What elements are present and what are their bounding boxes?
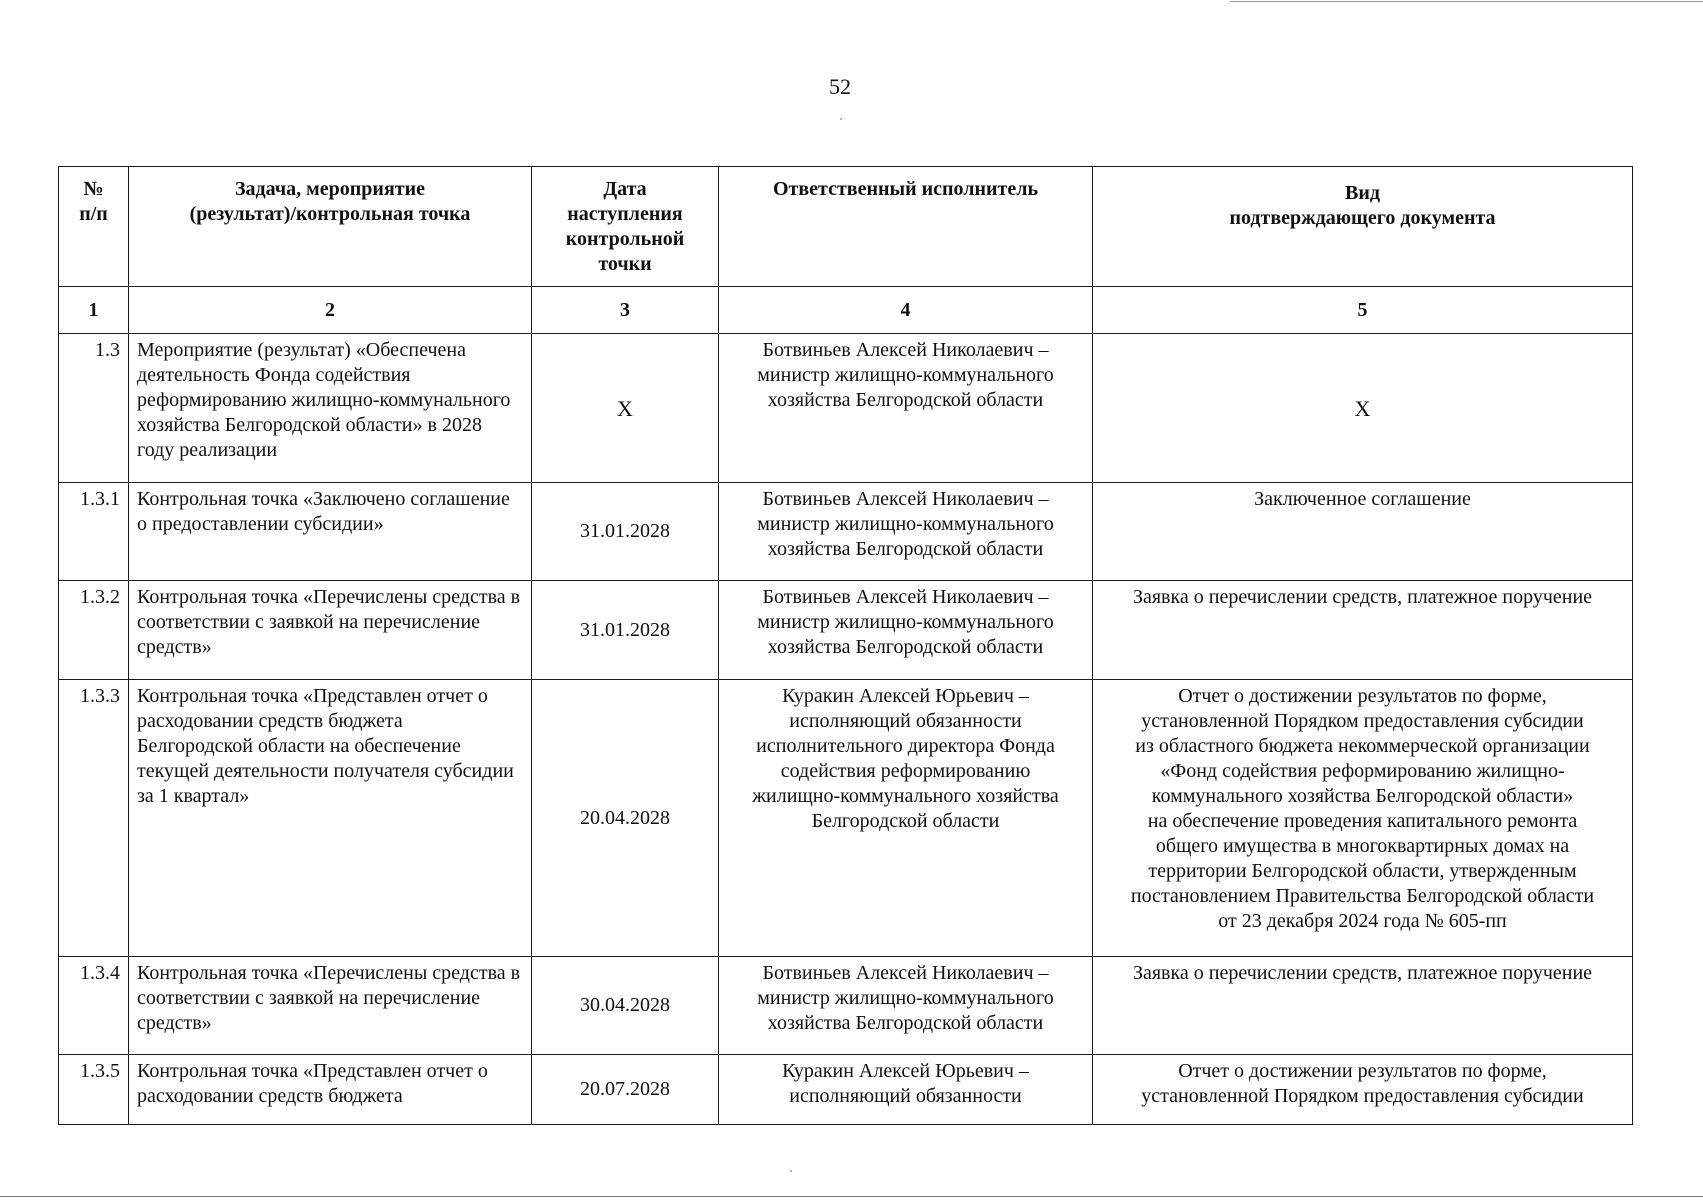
column-number: 2	[129, 287, 532, 334]
row-number: 1.3.1	[59, 483, 129, 581]
row-task: Мероприятие (результат) «Обеспечена деятельность Фонда содействия реформированию жилищно-коммунального хозяйства Белгородской области» в 2028 году реализации	[129, 334, 532, 483]
header-responsible: Ответственный исполнитель	[719, 167, 1093, 287]
row-responsible: Ботвиньев Алексей Николаевич – министр жилищно-коммунального хозяйства Белгородской области	[719, 334, 1093, 483]
row-date: 30.04.2028	[532, 957, 719, 1055]
row-document: Отчет о достижении результатов по форме, установленной Порядком предоставления субсидии из областного бюджета некоммерческой организации «Фонд содействия реформированию жилищно- коммунального хозяйства Белгородской области» на обеспечение проведения капитального ремонта общего имущества в многоквартирных домах на территории Белгородской области, утвержденным постановлением Правительства Белгородской области от 23 декабря 2024 года № 605-пп	[1093, 680, 1633, 957]
scan-speck	[790, 1170, 792, 1172]
scan-edge-line-top	[1230, 1, 1703, 2]
header-task: Задача, мероприятие (результат)/контрольная точка	[129, 167, 532, 287]
row-number: 1.3.5	[59, 1055, 129, 1125]
table-header-row	[59, 167, 1633, 287]
column-number: 4	[719, 287, 1093, 334]
row-task: Контрольная точка «Представлен отчет о расходовании средств бюджета Белгородской области на обеспечение текущей деятельности получателя субсидии за 1 квартал»	[129, 680, 532, 957]
column-number: 3	[532, 287, 719, 334]
table-row	[59, 334, 1633, 483]
row-responsible: Ботвиньев Алексей Николаевич – министр жилищно-коммунального хозяйства Белгородской области	[719, 957, 1093, 1055]
row-task: Контрольная точка «Перечислены средства в соответствии с заявкой на перечисление средств»	[129, 957, 532, 1055]
table-row	[59, 680, 1633, 957]
row-document: X	[1093, 334, 1633, 483]
table-row	[59, 957, 1633, 1055]
row-task: Контрольная точка «Заключено соглашение о предоставлении субсидии»	[129, 483, 532, 581]
row-date: X	[532, 334, 719, 483]
control-points-table	[58, 166, 1633, 1125]
table-row	[59, 581, 1633, 680]
row-number: 1.3.3	[59, 680, 129, 957]
row-responsible: Куракин Алексей Юрьевич – исполняющий обязанности	[719, 1055, 1093, 1125]
scan-speck	[840, 118, 842, 120]
row-document: Заявка о перечислении средств, платежное поручение	[1093, 581, 1633, 680]
row-number: 1.3.2	[59, 581, 129, 680]
table-row	[59, 1055, 1633, 1125]
row-responsible: Ботвиньев Алексей Николаевич – министр жилищно-коммунального хозяйства Белгородской области	[719, 483, 1093, 581]
row-document: Заявка о перечислении средств, платежное поручение	[1093, 957, 1633, 1055]
row-responsible: Куракин Алексей Юрьевич – исполняющий обязанности исполнительного директора Фонда содействия реформированию жилищно-коммунального хозяйства Белгородской области	[719, 680, 1093, 957]
column-number-row	[59, 287, 1633, 334]
row-document: Отчет о достижении результатов по форме, установленной Порядком предоставления субсидии	[1093, 1055, 1633, 1125]
row-date: 20.04.2028	[532, 680, 719, 957]
page-number: 52	[829, 74, 851, 99]
row-number: 1.3	[59, 334, 129, 483]
column-number: 5	[1093, 287, 1633, 334]
row-number: 1.3.4	[59, 957, 129, 1055]
header-number: № п/п	[59, 167, 129, 287]
header-document: Вид подтверждающего документа	[1093, 167, 1633, 287]
row-document: Заключенное соглашение	[1093, 483, 1633, 581]
row-task: Контрольная точка «Перечислены средства в соответствии с заявкой на перечисление средств»	[129, 581, 532, 680]
row-task: Контрольная точка «Представлен отчет о расходовании средств бюджета	[129, 1055, 532, 1125]
scan-edge-line-bottom	[0, 1196, 1703, 1197]
column-number: 1	[59, 287, 129, 334]
row-date: 20.07.2028	[532, 1055, 719, 1125]
header-date: Дата наступления контрольной точки	[532, 167, 719, 287]
row-date: 31.01.2028	[532, 581, 719, 680]
row-date: 31.01.2028	[532, 483, 719, 581]
row-responsible: Ботвиньев Алексей Николаевич – министр жилищно-коммунального хозяйства Белгородской области	[719, 581, 1093, 680]
table-row	[59, 483, 1633, 581]
